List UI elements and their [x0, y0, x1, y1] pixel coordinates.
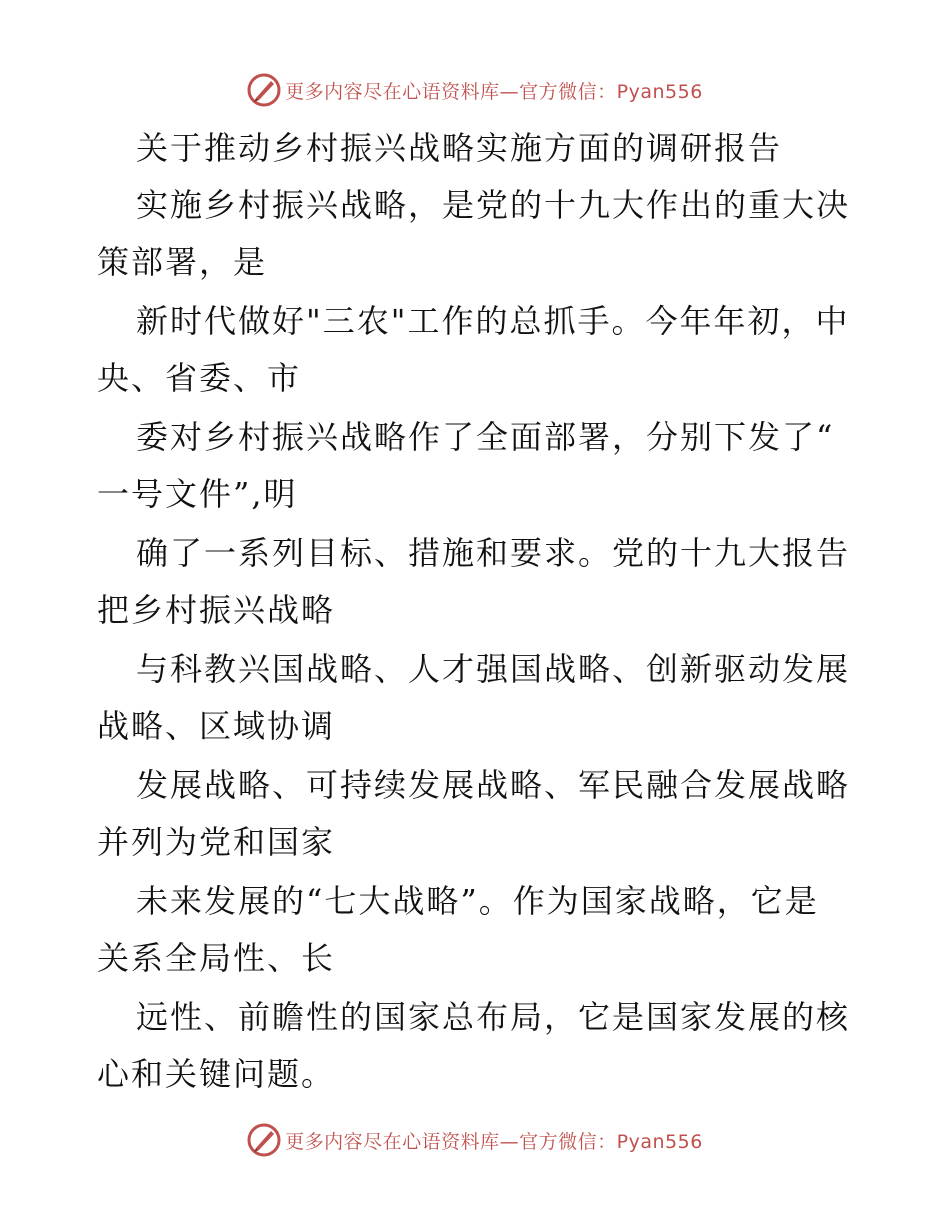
- paragraph-line: 关系全局性、长: [97, 939, 336, 977]
- paragraph-line: 远性、前瞻性的国家总布局，它是国家发展的核: [136, 998, 851, 1036]
- header-banner: [0, 70, 950, 110]
- paragraph-line: 未来发展的“七大战略”。作为国家战略，它是: [136, 882, 819, 920]
- paragraph-line: 央、省委、市: [97, 359, 302, 397]
- document-title: 关于推动乡村振兴战略实施方面的调研报告: [136, 129, 783, 167]
- paragraph-line: 委对乡村振兴战略作了全面部署，分别下发了“: [136, 418, 835, 456]
- paragraph-line: 心和关键问题。: [97, 1055, 336, 1093]
- paragraph-line: 确了一系列目标、措施和要求。党的十九大报告: [136, 534, 851, 572]
- paragraph-line: 策部署，是: [97, 243, 268, 281]
- header-banner-text: 更多内容尽在心语资料库—官方微信：Pyan556: [285, 80, 703, 103]
- paragraph-line: 新时代做好"三农"工作的总抓手。今年年初，中: [136, 302, 850, 340]
- paragraph-line: 并列为党和国家: [97, 823, 336, 861]
- paragraph-line: 战略、区域协调: [97, 707, 336, 745]
- paragraph-line: 实施乡村振兴战略，是党的十九大作出的重大决: [136, 186, 851, 224]
- paragraph-line: 一号文件”,明: [97, 475, 298, 513]
- paragraph-line: 把乡村振兴战略: [97, 591, 336, 629]
- paragraph-line: 发展战略、可持续发展战略、军民融合发展战略: [136, 766, 851, 804]
- footer-banner-text: 更多内容尽在心语资料库—官方微信：Pyan556: [285, 1130, 703, 1153]
- footer-banner: [0, 1120, 950, 1160]
- quill-pen-logo-icon: [247, 73, 281, 107]
- paragraph-line: 与科教兴国战略、人才强国战略、创新驱动发展: [136, 650, 851, 688]
- quill-pen-logo-icon: [247, 1123, 281, 1157]
